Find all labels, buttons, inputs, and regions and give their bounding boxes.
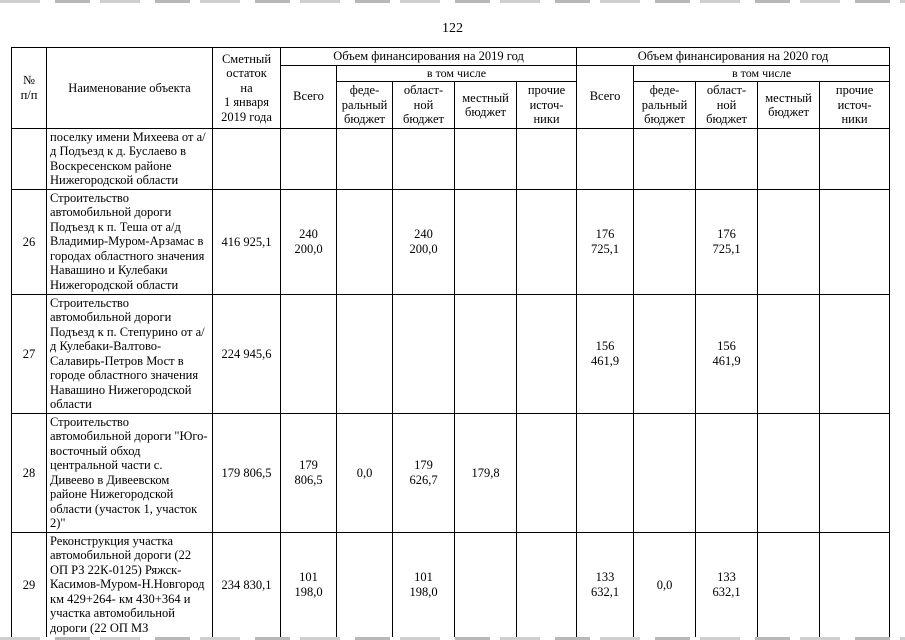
row-total-2020 — [577, 413, 634, 532]
row-name: поселку имени Михеева от а/д Подъезд к д. Буслаево в Воскресенском районе Нижегородской области — [47, 128, 213, 189]
row-federal-2019 — [337, 532, 393, 637]
row-other-2019 — [517, 128, 577, 189]
financing-table — [11, 47, 890, 638]
row-other-2020 — [820, 532, 890, 637]
table-row — [12, 294, 890, 413]
row-no: 29 — [12, 532, 47, 637]
row-total-2019: 240 200,0 — [281, 189, 337, 294]
row-local-2020 — [758, 294, 820, 413]
row-name: Реконструкция участка автомобильной дороги (22 ОП РЗ 22К-0125) Ряжск-Касимов-Муром-Н.Новгород км 429+264- км 430+364 и участка автомобильной дороги (22 ОП МЗ — [47, 532, 213, 637]
header-incl-2019: в том числе — [337, 65, 577, 82]
row-federal-2020 — [634, 294, 696, 413]
row-local-2020 — [758, 532, 820, 637]
row-regional-2020: 133 632,1 — [696, 532, 758, 637]
row-no: 27 — [12, 294, 47, 413]
row-federal-2020 — [634, 128, 696, 189]
row-regional-2020 — [696, 413, 758, 532]
row-balance: 416 925,1 — [213, 189, 281, 294]
scan-top-edge — [0, 0, 905, 3]
row-federal-2020 — [634, 189, 696, 294]
row-federal-2019 — [337, 294, 393, 413]
header-federal-2020: феде- ральный бюджет — [634, 82, 696, 129]
row-local-2019 — [455, 128, 517, 189]
header-fin-2020: Объем финансирования на 2020 год — [577, 48, 890, 66]
row-total-2020: 176 725,1 — [577, 189, 634, 294]
row-other-2019 — [517, 413, 577, 532]
row-other-2019 — [517, 532, 577, 637]
row-regional-2019: 101 198,0 — [393, 532, 455, 637]
row-regional-2019: 179 626,7 — [393, 413, 455, 532]
row-other-2019 — [517, 294, 577, 413]
row-local-2019 — [455, 294, 517, 413]
page-number: 122 — [442, 21, 463, 36]
row-local-2019 — [455, 532, 517, 637]
row-name: Строительство автомобильной дороги Подъезд к п. Теша от а/д Владимир-Муром-Арзамас в городах областного значения Навашино и Кулебаки Нижегородской области — [47, 189, 213, 294]
row-federal-2019 — [337, 189, 393, 294]
header-other-2019: прочие источ- ники — [517, 82, 577, 129]
row-total-2019: 101 198,0 — [281, 532, 337, 637]
row-federal-2020: 0,0 — [634, 532, 696, 637]
header-balance: Сметный остаток на 1 января 2019 года — [213, 48, 281, 129]
row-total-2019 — [281, 128, 337, 189]
header-total-2020: Всего — [577, 65, 634, 128]
header-total-2019: Всего — [281, 65, 337, 128]
row-balance: 234 830,1 — [213, 532, 281, 637]
row-local-2020 — [758, 189, 820, 294]
row-no — [12, 128, 47, 189]
row-regional-2020 — [696, 128, 758, 189]
row-name: Строительство автомобильной дороги "Юго-восточный обход центральной части с. Дивеево в Дивеевском районе Нижегородской области (участок 1, участок 2)" — [47, 413, 213, 532]
row-local-2020 — [758, 128, 820, 189]
row-other-2020 — [820, 128, 890, 189]
row-total-2020: 133 632,1 — [577, 532, 634, 637]
row-total-2019: 179 806,5 — [281, 413, 337, 532]
row-regional-2019: 240 200,0 — [393, 189, 455, 294]
row-other-2020 — [820, 294, 890, 413]
row-regional-2020: 156 461,9 — [696, 294, 758, 413]
row-regional-2020: 176 725,1 — [696, 189, 758, 294]
header-fin-2019: Объем финансирования на 2019 год — [281, 48, 577, 66]
row-no: 26 — [12, 189, 47, 294]
header-regional-2020: област- ной бюджет — [696, 82, 758, 129]
row-balance: 179 806,5 — [213, 413, 281, 532]
table-row — [12, 413, 890, 532]
header-name: Наименование объекта — [47, 48, 213, 129]
table-row — [12, 189, 890, 294]
row-federal-2019: 0,0 — [337, 413, 393, 532]
row-balance: 224 945,6 — [213, 294, 281, 413]
table-row — [12, 128, 890, 189]
row-federal-2020 — [634, 413, 696, 532]
row-other-2020 — [820, 189, 890, 294]
row-name: Строительство автомобильной дороги Подъезд к п. Степурино от а/д Кулебаки-Валтово-Салавирь-Петров Мост в городе областного значения Навашино Нижегородской области — [47, 294, 213, 413]
row-local-2019: 179,8 — [455, 413, 517, 532]
header-local-2019: местный бюджет — [455, 82, 517, 129]
header-local-2020: местный бюджет — [758, 82, 820, 129]
header-incl-2020: в том числе — [634, 65, 890, 82]
row-federal-2019 — [337, 128, 393, 189]
row-regional-2019 — [393, 294, 455, 413]
header-other-2020: прочие источ- ники — [820, 82, 890, 129]
row-balance — [213, 128, 281, 189]
header-federal-2019: феде- ральный бюджет — [337, 82, 393, 129]
row-regional-2019 — [393, 128, 455, 189]
row-other-2020 — [820, 413, 890, 532]
row-no: 28 — [12, 413, 47, 532]
row-total-2019 — [281, 294, 337, 413]
row-local-2019 — [455, 189, 517, 294]
row-total-2020 — [577, 128, 634, 189]
header-regional-2019: област- ной бюджет — [393, 82, 455, 129]
header-no: № п/п — [12, 48, 47, 129]
row-total-2020: 156 461,9 — [577, 294, 634, 413]
row-other-2019 — [517, 189, 577, 294]
table-row — [12, 532, 890, 637]
row-local-2020 — [758, 413, 820, 532]
